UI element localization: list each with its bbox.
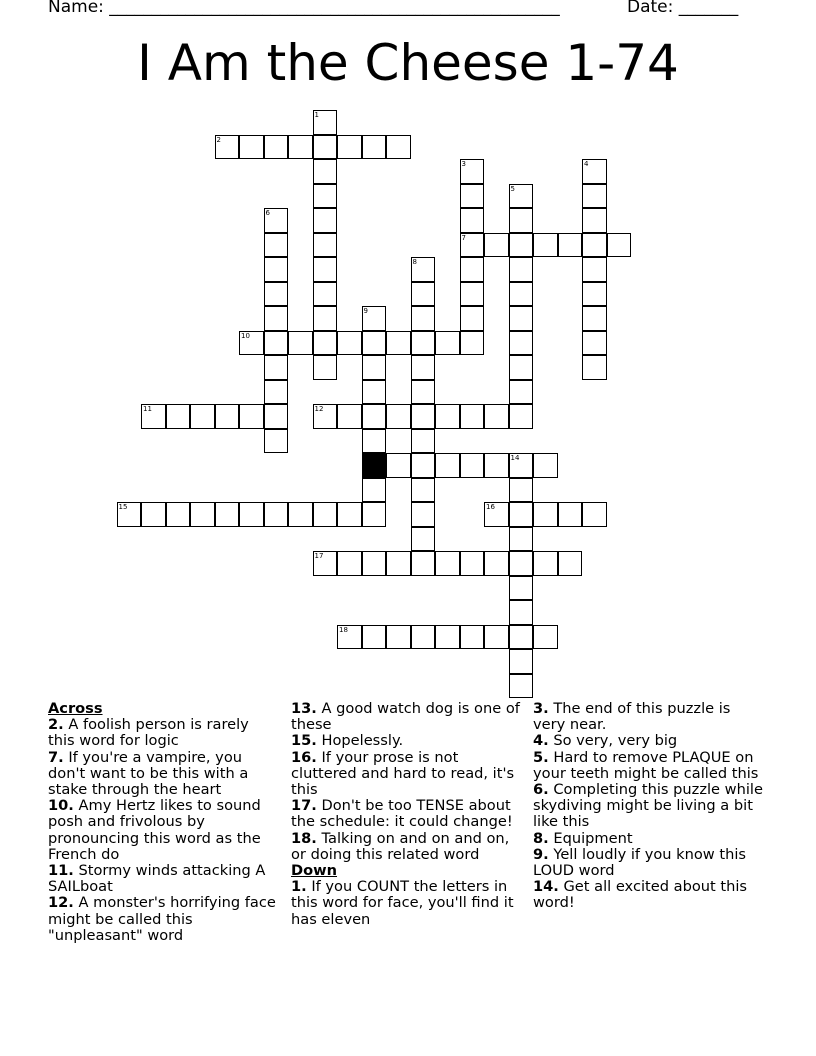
grid-cell-14[interactable] <box>509 453 534 478</box>
grid-cell[interactable] <box>264 233 289 258</box>
grid-cell[interactable] <box>558 233 583 258</box>
grid-cell[interactable] <box>435 551 460 576</box>
grid-cell[interactable] <box>264 257 289 282</box>
grid-cell[interactable] <box>509 527 534 552</box>
grid-cell[interactable] <box>313 355 338 380</box>
grid-cell[interactable] <box>190 404 215 429</box>
grid-cell[interactable] <box>190 502 215 527</box>
grid-cell[interactable] <box>533 625 558 650</box>
grid-cell[interactable] <box>386 551 411 576</box>
grid-cell[interactable] <box>484 404 509 429</box>
date-field: Date: _______ <box>627 0 739 17</box>
grid-cell[interactable] <box>607 233 632 258</box>
grid-cell[interactable] <box>411 282 436 307</box>
grid-cell[interactable] <box>411 478 436 503</box>
clue-number: 10 <box>241 331 250 340</box>
grid-cell[interactable] <box>582 208 607 233</box>
grid-cell[interactable] <box>239 404 264 429</box>
clue-down-6: 6. Completing this puzzle while skydiving might be living a bit like this <box>533 781 763 831</box>
grid-cell-17[interactable] <box>313 551 338 576</box>
grid-cell[interactable] <box>533 551 558 576</box>
grid-cell[interactable] <box>313 502 338 527</box>
grid-cell[interactable] <box>166 404 191 429</box>
clue-number: 11 <box>143 405 152 413</box>
clue-number: 1 <box>314 111 319 119</box>
grid-cell[interactable] <box>533 453 558 478</box>
grid-cell[interactable] <box>460 625 485 650</box>
grid-cell-3[interactable] <box>460 159 485 184</box>
clue-down-9: 9. Yell loudly if you know this LOUD word <box>533 845 746 880</box>
grid-cell[interactable] <box>484 453 509 478</box>
grid-cell[interactable] <box>288 331 313 356</box>
clue-number: 5 <box>510 184 515 193</box>
grid-cell[interactable] <box>582 306 607 331</box>
grid-cell[interactable] <box>337 135 362 160</box>
grid-cell[interactable] <box>362 355 387 380</box>
grid-cell-1[interactable] <box>313 110 338 135</box>
grid-cell-7[interactable] <box>460 233 485 258</box>
grid-cell[interactable] <box>362 429 387 454</box>
grid-cell[interactable] <box>239 502 264 527</box>
grid-cell[interactable] <box>582 282 607 307</box>
grid-cell[interactable] <box>362 404 387 429</box>
grid-cell[interactable] <box>460 404 485 429</box>
clue-number: 12 <box>314 405 324 413</box>
grid-cell[interactable] <box>411 355 436 380</box>
grid-cell[interactable] <box>215 502 240 527</box>
grid-cell-9[interactable] <box>362 306 387 331</box>
clue-number: 15 <box>118 503 128 511</box>
grid-cell[interactable] <box>509 380 534 405</box>
clue-across-10: 10. Amy Hertz likes to sound posh and frivolous by pronouncing this word as the French do <box>48 797 261 863</box>
grid-cell[interactable] <box>411 331 436 356</box>
name-field: Name: _____________________________________________________ <box>48 0 560 17</box>
grid-cell[interactable] <box>337 404 362 429</box>
grid-cell[interactable] <box>509 576 534 601</box>
clue-down-1: 1. If you COUNT the letters in this word for face, you'll find it has eleven <box>291 878 514 928</box>
grid-cell[interactable] <box>460 208 485 233</box>
clue-down-4: 4. So very, very big <box>533 732 678 750</box>
clue-number: 16 <box>486 503 495 511</box>
grid-cell[interactable] <box>386 625 411 650</box>
grid-cell[interactable] <box>264 502 289 527</box>
grid-cell-16[interactable] <box>484 502 509 527</box>
grid-cell[interactable] <box>582 184 607 209</box>
grid-cell[interactable] <box>411 404 436 429</box>
grid-cell-15[interactable] <box>117 502 142 527</box>
clue-down-14: 14. Get all excited about this word! <box>533 878 747 912</box>
grid-cell[interactable] <box>435 453 460 478</box>
clue-across-18: 18. Talking on and on and on, or doing this related word <box>291 829 510 863</box>
grid-cell-18[interactable] <box>337 625 362 650</box>
grid-cell[interactable] <box>386 404 411 429</box>
grid-cell[interactable] <box>460 184 485 209</box>
grid-cell-5[interactable] <box>509 184 534 209</box>
black-cell <box>362 453 387 478</box>
grid-cell[interactable] <box>509 478 534 503</box>
clue-across-16: 16. If your prose is not cluttered and hard to read, it's this <box>291 748 515 799</box>
grid-cell[interactable] <box>362 625 387 650</box>
grid-cell[interactable] <box>582 331 607 356</box>
grid-cell[interactable] <box>582 233 607 258</box>
grid-cell[interactable] <box>533 502 558 527</box>
grid-cell[interactable] <box>264 355 289 380</box>
clue-across-7: 7. If you're a vampire, you don't want to be this with a stake through the heart <box>48 748 249 799</box>
grid-cell[interactable] <box>264 404 289 429</box>
grid-cell[interactable] <box>239 135 264 160</box>
grid-cell-8[interactable] <box>411 257 436 282</box>
grid-cell-10[interactable] <box>239 331 264 356</box>
grid-cell[interactable] <box>509 649 534 674</box>
clue-across-11: 11. Stormy winds attacking A SAILboat <box>48 862 266 896</box>
grid-cell[interactable] <box>362 380 387 405</box>
grid-cell[interactable] <box>411 429 436 454</box>
grid-cell[interactable] <box>313 208 338 233</box>
grid-cell[interactable] <box>264 135 289 160</box>
grid-cell[interactable] <box>337 551 362 576</box>
clue-number: 7 <box>461 233 466 242</box>
grid-cell[interactable] <box>460 331 485 356</box>
grid-cell[interactable] <box>264 331 289 356</box>
grid-cell[interactable] <box>460 453 485 478</box>
grid-cell[interactable] <box>362 551 387 576</box>
grid-cell[interactable] <box>558 551 583 576</box>
clue-across-13: 13. A good watch dog is one of these <box>291 700 520 734</box>
grid-cell[interactable] <box>386 453 411 478</box>
grid-cell[interactable] <box>484 551 509 576</box>
grid-cell[interactable] <box>460 257 485 282</box>
grid-cell[interactable] <box>582 502 607 527</box>
grid-cell-11[interactable] <box>141 404 166 429</box>
grid-cell-6[interactable] <box>264 208 289 233</box>
grid-cell[interactable] <box>313 306 338 331</box>
grid-cell[interactable] <box>411 502 436 527</box>
grid-cell[interactable] <box>264 306 289 331</box>
grid-cell[interactable] <box>264 429 289 454</box>
grid-cell[interactable] <box>460 551 485 576</box>
clue-across-2: 2. A foolish person is rarely this word for logic <box>48 716 249 750</box>
clue-number: 4 <box>584 160 589 168</box>
grid-cell[interactable] <box>558 502 583 527</box>
grid-cell[interactable] <box>386 331 411 356</box>
grid-cell[interactable] <box>313 135 338 160</box>
grid-cell[interactable] <box>215 404 240 429</box>
grid-cell[interactable] <box>460 306 485 331</box>
grid-cell[interactable] <box>435 625 460 650</box>
clue-down-3: 3. The end of this puzzle is very near. <box>533 700 731 734</box>
grid-cell[interactable] <box>411 625 436 650</box>
grid-cell[interactable] <box>435 331 460 356</box>
grid-cell[interactable] <box>411 527 436 552</box>
grid-cell[interactable] <box>411 380 436 405</box>
clue-number: 3 <box>461 160 466 168</box>
page-title: I Am the Cheese 1-74 <box>137 34 679 92</box>
grid-cell[interactable] <box>362 502 387 527</box>
grid-cell[interactable] <box>509 233 534 258</box>
grid-cell[interactable] <box>582 355 607 380</box>
grid-cell[interactable] <box>313 257 338 282</box>
clue-number: 17 <box>314 552 324 560</box>
grid-cell-4[interactable] <box>582 159 607 184</box>
clue-number: 2 <box>216 135 221 144</box>
grid-cell[interactable] <box>264 380 289 405</box>
clue-column-2 <box>291 701 523 928</box>
grid-cell[interactable] <box>509 282 534 307</box>
grid-cell[interactable] <box>509 404 534 429</box>
grid-cell[interactable] <box>509 331 534 356</box>
grid-cell[interactable] <box>509 625 534 650</box>
clue-column-1 <box>48 701 278 944</box>
grid-cell[interactable] <box>166 502 191 527</box>
grid-cell[interactable] <box>337 331 362 356</box>
grid-cell[interactable] <box>435 404 460 429</box>
grid-cell[interactable] <box>484 233 509 258</box>
grid-cell[interactable] <box>509 502 534 527</box>
clue-down-5: 5. Hard to remove PLAQUE on your teeth might be called this <box>533 748 759 782</box>
grid-cell[interactable] <box>509 355 534 380</box>
grid-cell[interactable] <box>411 306 436 331</box>
clue-across-12: 12. A monster's horrifying face might be called this "unpleasant" word <box>48 894 276 944</box>
clue-column-3 <box>533 701 765 912</box>
across-heading: Across <box>48 700 103 717</box>
grid-cell[interactable] <box>533 233 558 258</box>
clue-number: 6 <box>265 209 270 217</box>
grid-cell[interactable] <box>362 135 387 160</box>
clue-number: 8 <box>412 258 417 266</box>
grid-cell-2[interactable] <box>215 135 240 160</box>
grid-cell[interactable] <box>362 331 387 356</box>
grid-cell[interactable] <box>509 551 534 576</box>
grid-cell[interactable] <box>460 282 485 307</box>
grid-cell[interactable] <box>386 135 411 160</box>
grid-cell[interactable] <box>411 453 436 478</box>
grid-cell[interactable] <box>509 674 534 699</box>
clue-down-8: 8. Equipment <box>533 829 633 847</box>
grid-cell[interactable] <box>313 233 338 258</box>
grid-cell[interactable] <box>509 208 534 233</box>
down-heading: Down <box>291 862 338 880</box>
grid-cell[interactable] <box>484 625 509 650</box>
clue-across-17: 17. Don't be too TENSE about the schedule: it could change! <box>291 797 513 831</box>
grid-cell[interactable] <box>313 282 338 307</box>
grid-cell[interactable] <box>288 502 313 527</box>
grid-cell[interactable] <box>362 478 387 503</box>
grid-cell[interactable] <box>582 257 607 282</box>
grid-cell[interactable] <box>509 306 534 331</box>
grid-cell[interactable] <box>141 502 166 527</box>
grid-cell[interactable] <box>313 159 338 184</box>
grid-cell[interactable] <box>509 257 534 282</box>
clue-number: 14 <box>510 454 520 462</box>
clue-across-15: 15. Hopelessly. <box>291 732 404 750</box>
grid-cell[interactable] <box>509 600 534 625</box>
clue-number: 9 <box>363 307 368 315</box>
grid-cell[interactable] <box>337 502 362 527</box>
grid-cell-12[interactable] <box>313 404 338 429</box>
grid-cell[interactable] <box>313 331 338 356</box>
grid-cell[interactable] <box>313 184 338 209</box>
grid-cell[interactable] <box>264 282 289 307</box>
grid-cell[interactable] <box>288 135 313 160</box>
clue-number: 18 <box>339 625 348 634</box>
grid-cell[interactable] <box>411 551 436 576</box>
